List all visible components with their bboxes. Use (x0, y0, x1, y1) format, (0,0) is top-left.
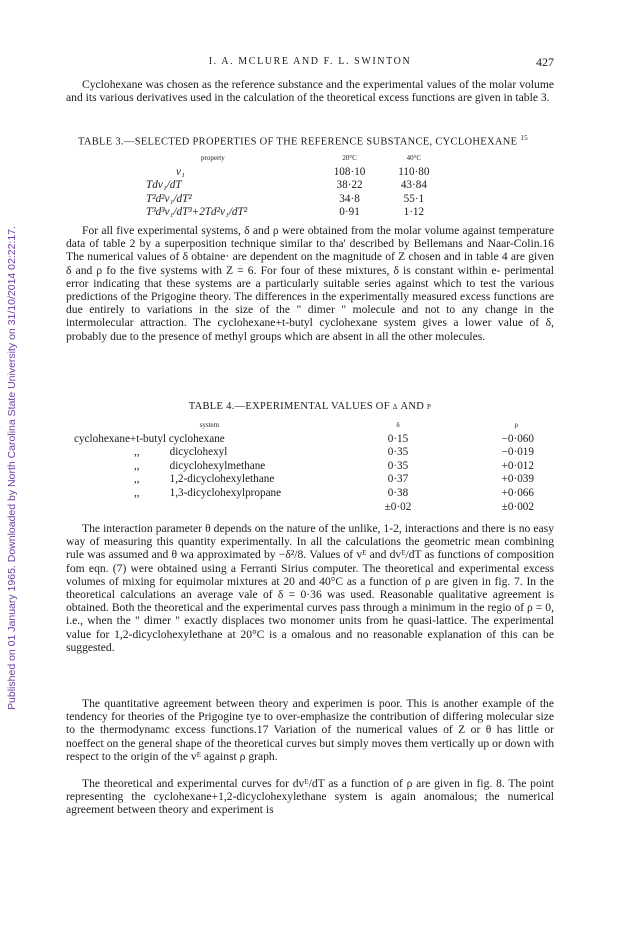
table-cell: dicyclohexylmethane (169, 459, 266, 472)
table3-caption-label: TABLE 3.— (78, 136, 135, 148)
table-cell: v₁ (176, 165, 185, 178)
table3-caption (66, 134, 554, 148)
running-header (66, 56, 554, 72)
table-cell: 110·80 (398, 165, 430, 178)
table-cell: 0·15 (387, 432, 409, 445)
table-cell: 108·10 (333, 165, 366, 178)
table-cell: +0·039 (501, 473, 534, 486)
table-cell: 0·37 (387, 473, 409, 486)
table-cell: ±0·02 (384, 500, 412, 513)
table4-col-rho: ρ (514, 421, 518, 429)
table3-caption-text: SELECTED PROPERTIES OF THE REFERENCE SUBSTANCE, CYCLOHEXANE (134, 136, 518, 148)
table-cell: 0·35 (387, 446, 409, 459)
table-cell: ,, (134, 446, 140, 459)
table4-caption-label: TABLE 4.— (188, 401, 246, 412)
table-cell: ,, (134, 473, 140, 486)
table-cell: ±0·002 (501, 500, 534, 513)
table-cell: 1·12 (403, 206, 425, 219)
table-row (146, 166, 446, 180)
paragraph-quantitative-agreement: The quantitative agreement between theory and experimen is poor. This is another example of the tendency for theories of the Prigogine tye to over-emphasize the contribution of differing molecular size to the thermodynamc excess functions.17 Variation of the numerical values of Z or θ has little or noeffect on the general shape of the theoretical curves but simply moves them vertically up or down with respect to the origin of the vᴱ against ρ graph. (66, 697, 554, 763)
table-cell: −0·060 (501, 432, 534, 445)
table-cell: 1,2-dicyclohexylethane (169, 473, 275, 486)
table3-caption-ref: 15 (520, 134, 528, 142)
table-cell: 0·91 (339, 206, 360, 219)
table-cell: +0·012 (501, 459, 534, 472)
table-row (74, 433, 534, 447)
table-cell: Tdv₁/dT (146, 179, 182, 192)
table-cell: 55·1 (403, 192, 425, 205)
table-cell: T³d³v₁/dT³+2Td²v₁/dT² (146, 206, 248, 219)
table-row (74, 473, 534, 487)
table-cell: 43·84 (400, 179, 427, 192)
table-row (146, 193, 446, 207)
paragraph-superposition: For all five experimental systems, δ and ρ were obtained from the molar volume against temperature data of table 2 by a superposition technique similar to tha' described by Bellemans and Naar-Colin.16 The numerical values of δ obtaine⋅ are dependent on the magnitude of Z chosen and in table 4 are given δ and ρ fo the five systems with Z = 6. For four of these mixtures, δ is constant within e- perimental error indicating that these systems are a particularly suitable series against which to test the various predictions of the Prigogine theory. The differences in the experimentally measured excess functions are due entirely to variations in the size of the " dimer " molecule and not to any change in the intermolecular attraction. The cyclohexane+t-butyl cyclohexane system gives a lower value of δ, probably due to the presence of methyl groups which are absent in all the other molecules. (66, 224, 554, 343)
paragraph-interaction-parameter: The interaction parameter θ depends on the nature of the unlike, 1-2, interactions and there is no easy way of measuring this quantity experimentally. In all the calculations the geometric mean combining rule was assumed and θ wa approximated by −δ²/8. Values of vᴱ and dvᴱ/dT as functions of composition fom eqn. (7) were obtained using a Ferranti Sirius computer. The theoretical and experimental excess volumes of mixing for equimolar mixtures at 20 and 40°C as a function of ρ are given in fig. 7. In the theoretical calculations an average vale of δ = 0·36 was used. Reasonable qualitative agreement is obtained. Both the theoretical and the experimental curves pass through a minimum in the regio of ρ = 0, i.e., when the " dimer " exactly displaces two monomer units from he quasi-lattice. The experimental value for 1,2-dicyclohexylethane at 20°C is a omalous and no reasonable explanation of this can be suggested. (66, 522, 554, 654)
table-cell: 0·38 (387, 486, 409, 499)
download-watermark-text: Published on 01 January 1965. Downloaded by North Carolina State University on 31/10/2014 02:22:17. (6, 226, 18, 710)
table-cell: +0·066 (501, 486, 534, 499)
table-cell: 38·22 (336, 179, 363, 192)
table-cell: T²d²v₁/dT² (146, 192, 192, 205)
table4-col-system: system (199, 421, 220, 429)
table-row (74, 501, 534, 515)
table-cell: dicyclohexyl (169, 446, 228, 459)
table-cell: cyclohexane+t-butyl cyclohexane (74, 432, 225, 445)
table3 (146, 152, 446, 220)
table-cell: ,, (134, 486, 140, 499)
page-number: 427 (536, 55, 554, 69)
download-watermark-sidebar (0, 0, 24, 936)
table-cell: 0·35 (387, 459, 409, 472)
table-cell: 34·8 (339, 192, 360, 205)
table3-header-row (146, 152, 446, 166)
table4-caption (66, 401, 554, 412)
table3-col-20c: 20°C (342, 154, 357, 162)
table-row (74, 487, 534, 501)
table4-col-delta: δ (396, 421, 400, 429)
table-cell: −0·019 (501, 446, 534, 459)
table4 (74, 419, 534, 514)
table3-col-property: property (201, 154, 225, 162)
table4-header-row (74, 419, 534, 433)
table-row (74, 460, 534, 474)
table4-caption-text: EXPERIMENTAL VALUES OF δ AND ρ (245, 401, 432, 412)
table-cell: 1,3-dicyclohexylpropane (169, 486, 282, 499)
header-authors: I. A. MCLURE AND F. L. SWINTON (208, 56, 412, 67)
table-row (146, 179, 446, 193)
table-row (74, 446, 534, 460)
table-cell: ,, (134, 459, 140, 472)
table-row (146, 206, 446, 220)
table3-col-40c: 40°C (406, 154, 422, 162)
paragraph-dve-dt: The theoretical and experimental curves for dvᴱ/dT as a function of ρ are given in fig. 8. The point representing the cyclohexane+1,2-dicyclohexylethane system is again anomalous; the numerical agreement between theory and experiment is (66, 777, 554, 817)
paragraph-intro: Cyclohexane was chosen as the reference substance and the experimental values of the molar volume and its various derivatives used in the calculation of the theoretical excess functions are given in table 3. (66, 78, 554, 105)
